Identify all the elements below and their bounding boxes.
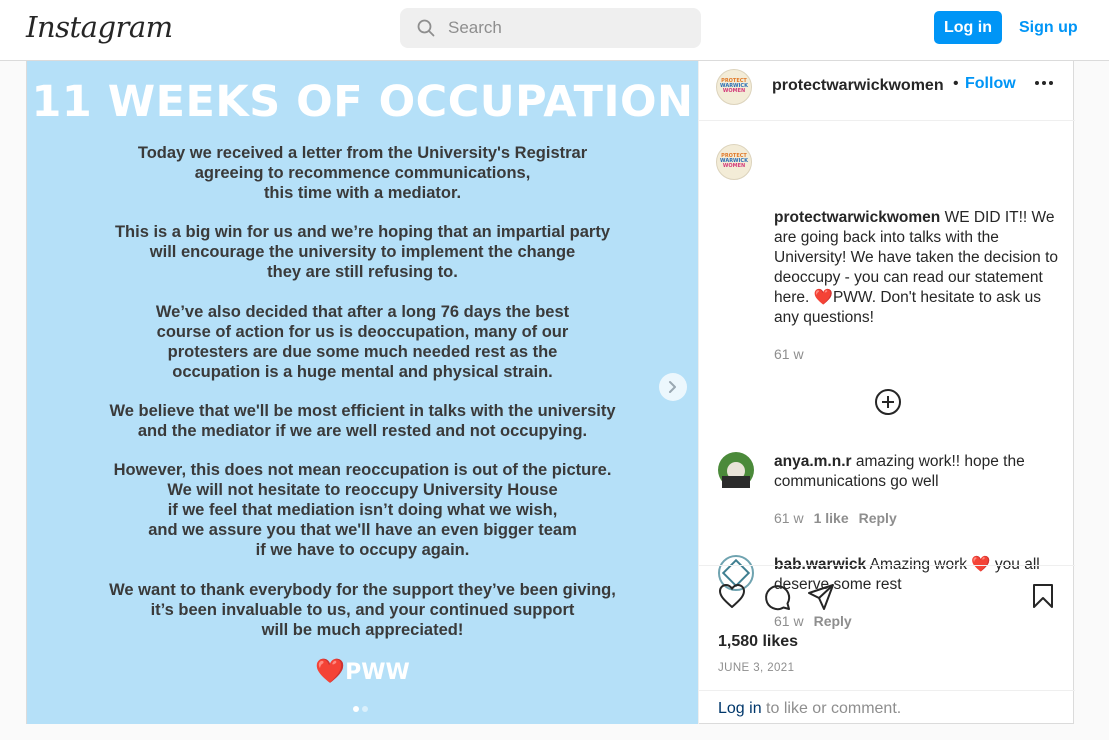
post-container	[26, 61, 1074, 724]
comment-body: amazing work!! hope the communications go well	[774, 453, 1025, 490]
login-link[interactable]: Log in	[718, 700, 762, 717]
slide-indicator	[353, 699, 371, 717]
image-title: 11 WEEKS OF OCCUPATION	[31, 77, 694, 127]
caption-text-part: WE DID IT!! We are going back into talks with the University! We have taken the decision to deoccupy - you can read our statement here.	[774, 209, 1059, 306]
image-signature	[27, 657, 698, 685]
more-icon[interactable]	[1034, 80, 1054, 86]
slide-dot	[362, 706, 368, 712]
avatar[interactable]	[716, 144, 752, 180]
follow-button[interactable]: Follow	[965, 75, 1016, 92]
login-prompt	[699, 690, 1075, 725]
signature-text: PWW	[345, 660, 410, 685]
login-button[interactable]: Log in	[934, 11, 1002, 44]
post-details-panel	[698, 61, 1075, 724]
image-paragraph: This is a big win for us and we’re hoping that an impartial party will encourage the university to implement the change they are still refusing to.	[114, 223, 611, 281]
load-more-comments-icon[interactable]	[874, 388, 902, 416]
post-image	[27, 61, 698, 724]
image-paragraph: However, this does not mean reoccupation is out of the picture. We will not hesitate to reoccupy University House if we feel that mediation isn’t doing what we wish, and we assure you that we'll have an even bigger team if we have to occupy again.	[113, 461, 612, 559]
search-input[interactable]	[448, 8, 688, 48]
top-navigation-bar	[0, 0, 1109, 61]
likes-count[interactable]: 1,580 likes	[718, 633, 799, 650]
comment-item	[699, 452, 1075, 532]
image-paragraph: We want to thank everybody for the support they’ve been giving, it’s been invaluable to us, and your continued support will be much appreciated!	[109, 581, 616, 639]
bookmark-icon[interactable]	[1032, 583, 1054, 609]
signup-link[interactable]: Sign up	[1019, 19, 1078, 36]
post-actions	[699, 565, 1075, 724]
heart-emoji: ❤️	[315, 657, 346, 685]
reply-button[interactable]: Reply	[858, 510, 897, 526]
search-box[interactable]	[400, 8, 701, 48]
post-date[interactable]: JUNE 3, 2021	[718, 662, 795, 674]
comment-meta	[774, 510, 897, 526]
heart-emoji: ❤️	[971, 556, 991, 573]
avatar-text: WOMEN	[722, 163, 746, 169]
comment-text	[774, 452, 1064, 492]
avatar[interactable]	[718, 452, 754, 488]
image-paragraph: We’ve also decided that after a long 76 days the best course of action for us is deoccupation, many of our protesters are due some much needed rest as the occupation is a huge mental and physical strain.	[155, 303, 570, 381]
comment-icon[interactable]	[763, 583, 791, 611]
heart-icon[interactable]	[718, 583, 746, 609]
avatar-text: WOMEN	[722, 88, 746, 94]
comment-username[interactable]: anya.m.n.r	[774, 453, 852, 470]
image-paragraph: We believe that we'll be most efficient in talks with the university and the mediator if we are well rested and not occupying.	[109, 402, 616, 440]
comments-list[interactable]	[699, 122, 1075, 629]
slide-dot-active	[353, 706, 359, 712]
next-slide-button[interactable]	[659, 373, 687, 401]
instagram-logo[interactable]: Instagram	[26, 10, 173, 44]
comment-body: Amazing work	[869, 556, 967, 573]
avatar-text: WARWICK	[720, 83, 748, 89]
image-paragraph: Today we received a letter from the University's Registrar agreeing to recommence communications, this time with a mediator.	[137, 144, 588, 202]
avatar-text: PROTECT	[721, 153, 747, 159]
heart-emoji: ❤️	[813, 289, 833, 306]
comment-age[interactable]: 61 w	[774, 510, 804, 526]
caption-text-part: PWW. Don't hesitate to ask us any questions!	[774, 289, 1041, 326]
comment-age[interactable]: 61 w	[774, 613, 804, 629]
search-icon	[417, 19, 435, 37]
reply-button[interactable]: Reply	[813, 613, 852, 629]
comment-likes[interactable]: 1 like	[813, 510, 849, 526]
avatar[interactable]	[716, 69, 752, 105]
login-prompt-text: to like or comment.	[766, 700, 902, 717]
comment-body: you all deserve some rest	[774, 556, 1040, 593]
caption-username[interactable]: protectwarwickwomen	[774, 209, 941, 226]
caption-age[interactable]: 61 w	[774, 346, 804, 362]
caption-text	[774, 208, 1064, 328]
comment-username[interactable]: bab.warwick	[774, 556, 867, 573]
avatar-text: PROTECT	[721, 78, 747, 84]
avatar-text: WARWICK	[720, 158, 748, 164]
separator-dot: •	[953, 75, 959, 92]
share-icon[interactable]	[807, 583, 835, 611]
chevron-right-icon	[667, 380, 679, 394]
post-username[interactable]: protectwarwickwomen	[772, 77, 944, 94]
post-header	[699, 61, 1075, 121]
